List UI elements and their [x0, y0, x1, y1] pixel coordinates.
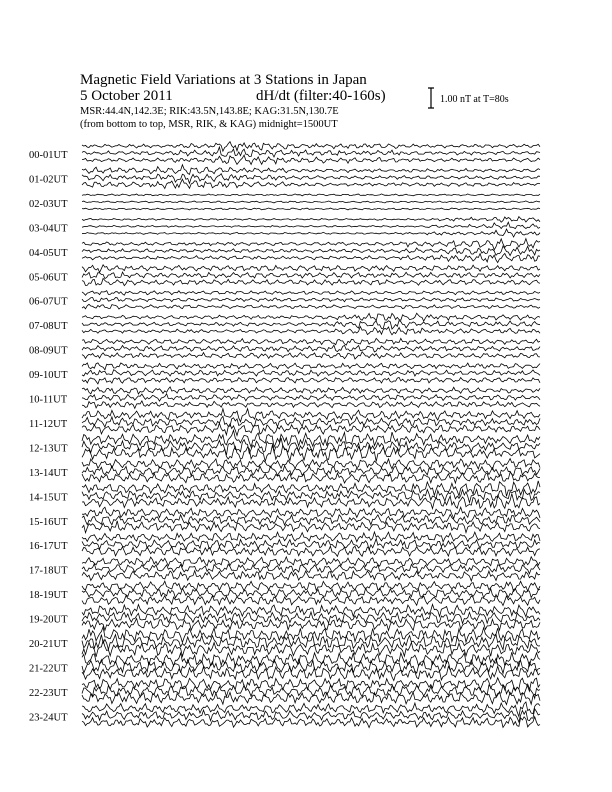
trace-kag [82, 291, 540, 296]
trace-msr [82, 378, 540, 384]
trace-msr [82, 179, 540, 188]
hour-row-label: 10-11UT [29, 394, 68, 406]
hour-row-label: 11-12UT [29, 418, 68, 430]
hour-row-label: 07-08UT [29, 321, 68, 333]
hour-row-label: 17-18UT [29, 565, 68, 577]
hour-row-label: 05-06UT [29, 272, 68, 284]
trace-msr [82, 208, 540, 210]
trace-msr [82, 546, 540, 556]
trace-kag [82, 481, 540, 497]
hour-row-label: 21-22UT [29, 663, 68, 675]
trace-kag [82, 387, 540, 394]
hour-row-label: 20-21UT [29, 639, 68, 650]
trace-kag [82, 265, 540, 273]
trace-kag [82, 430, 540, 447]
hour-row-label: 08-09UT [29, 345, 68, 357]
hour-row-label: 23-24UT [29, 712, 68, 724]
trace-msr [82, 641, 540, 657]
trace-kag [82, 702, 540, 717]
trace-rik [82, 298, 540, 302]
hour-row-label: 13-14UT [29, 467, 68, 479]
trace-rik [82, 489, 540, 502]
trace-kag [82, 532, 540, 542]
trace-rik [82, 201, 540, 203]
trace-msr [82, 229, 540, 237]
hour-row-label: 14-15UT [29, 492, 68, 504]
station-order-note: (from bottom to top, MSR, RIK, & KAG) midnight=1500UT [80, 119, 338, 130]
trace-msr [82, 278, 540, 285]
trace-kag [82, 507, 540, 518]
hour-row-label: 15-16UT [29, 516, 68, 528]
hour-row-label: 16-17UT [29, 541, 68, 553]
trace-rik [82, 370, 540, 376]
chart-date: 5 October 2011 [80, 88, 173, 104]
trace-msr [82, 571, 540, 581]
trace-kag [82, 142, 540, 152]
station-coordinates: MSR:44.4N,142.3E; RIK:43.5N,143.8E; KAG:31.5N,130.7E [80, 106, 339, 117]
trace-msr [82, 401, 540, 409]
trace-msr [82, 254, 540, 263]
trace-kag [82, 581, 540, 591]
trace-rik [82, 466, 540, 477]
trace-msr [82, 423, 540, 435]
trace-rik [82, 394, 540, 401]
trace-kag [82, 217, 540, 223]
trace-rik [82, 321, 540, 330]
trace-msr [82, 472, 540, 483]
trace-rik [82, 539, 540, 550]
chart-title: Magnetic Field Variations at 3 Stations in Japan [80, 72, 367, 88]
scale-bar [428, 88, 434, 108]
hour-row-label: 12-13UT [29, 443, 68, 455]
trace-kag [82, 338, 540, 345]
hour-row-label: 09-10UT [29, 370, 68, 382]
trace-msr [82, 692, 540, 705]
hour-row-label: 01-02UT [29, 174, 68, 186]
trace-rik [82, 345, 540, 352]
trace-kag [82, 165, 540, 175]
trace-rik [82, 634, 540, 649]
trace-kag [82, 313, 540, 321]
trace-msr [82, 327, 540, 335]
hour-row-label: 04-05UT [29, 247, 68, 259]
hour-row-label: 06-07UT [29, 296, 68, 308]
hour-row-label: 03-04UT [29, 223, 68, 235]
quantity-filter-label: dH/dt (filter:40-160s) [256, 88, 386, 104]
trace-msr [82, 619, 540, 631]
trace-msr [82, 666, 540, 680]
trace-rik [82, 272, 540, 279]
trace-rik [82, 514, 540, 525]
trace-rik [82, 222, 540, 228]
trace-kag [82, 459, 540, 470]
trace-rik [82, 147, 540, 157]
hour-row-label: 22-23UT [29, 687, 68, 699]
hour-row-label: 19-20UT [29, 614, 68, 626]
trace-rik [82, 684, 540, 698]
trace-rik [82, 564, 540, 574]
hour-row-label: 18-19UT [29, 590, 68, 602]
trace-rik [82, 174, 540, 184]
trace-kag [82, 557, 540, 567]
trace-kag [82, 678, 540, 692]
trace-msr [82, 521, 540, 533]
trace-rik [82, 246, 540, 256]
trace-msr [82, 155, 540, 164]
trace-msr [82, 352, 540, 359]
hour-row-label: 02-03UT [29, 198, 68, 210]
trace-kag [82, 239, 540, 250]
trace-rik [82, 416, 540, 427]
trace-kag [82, 194, 540, 196]
scale-bar-label: 1.00 nT at T=80s [440, 94, 509, 105]
hour-row-label: 00-01UT [29, 150, 68, 161]
trace-msr [82, 304, 540, 309]
trace-kag [82, 363, 540, 370]
